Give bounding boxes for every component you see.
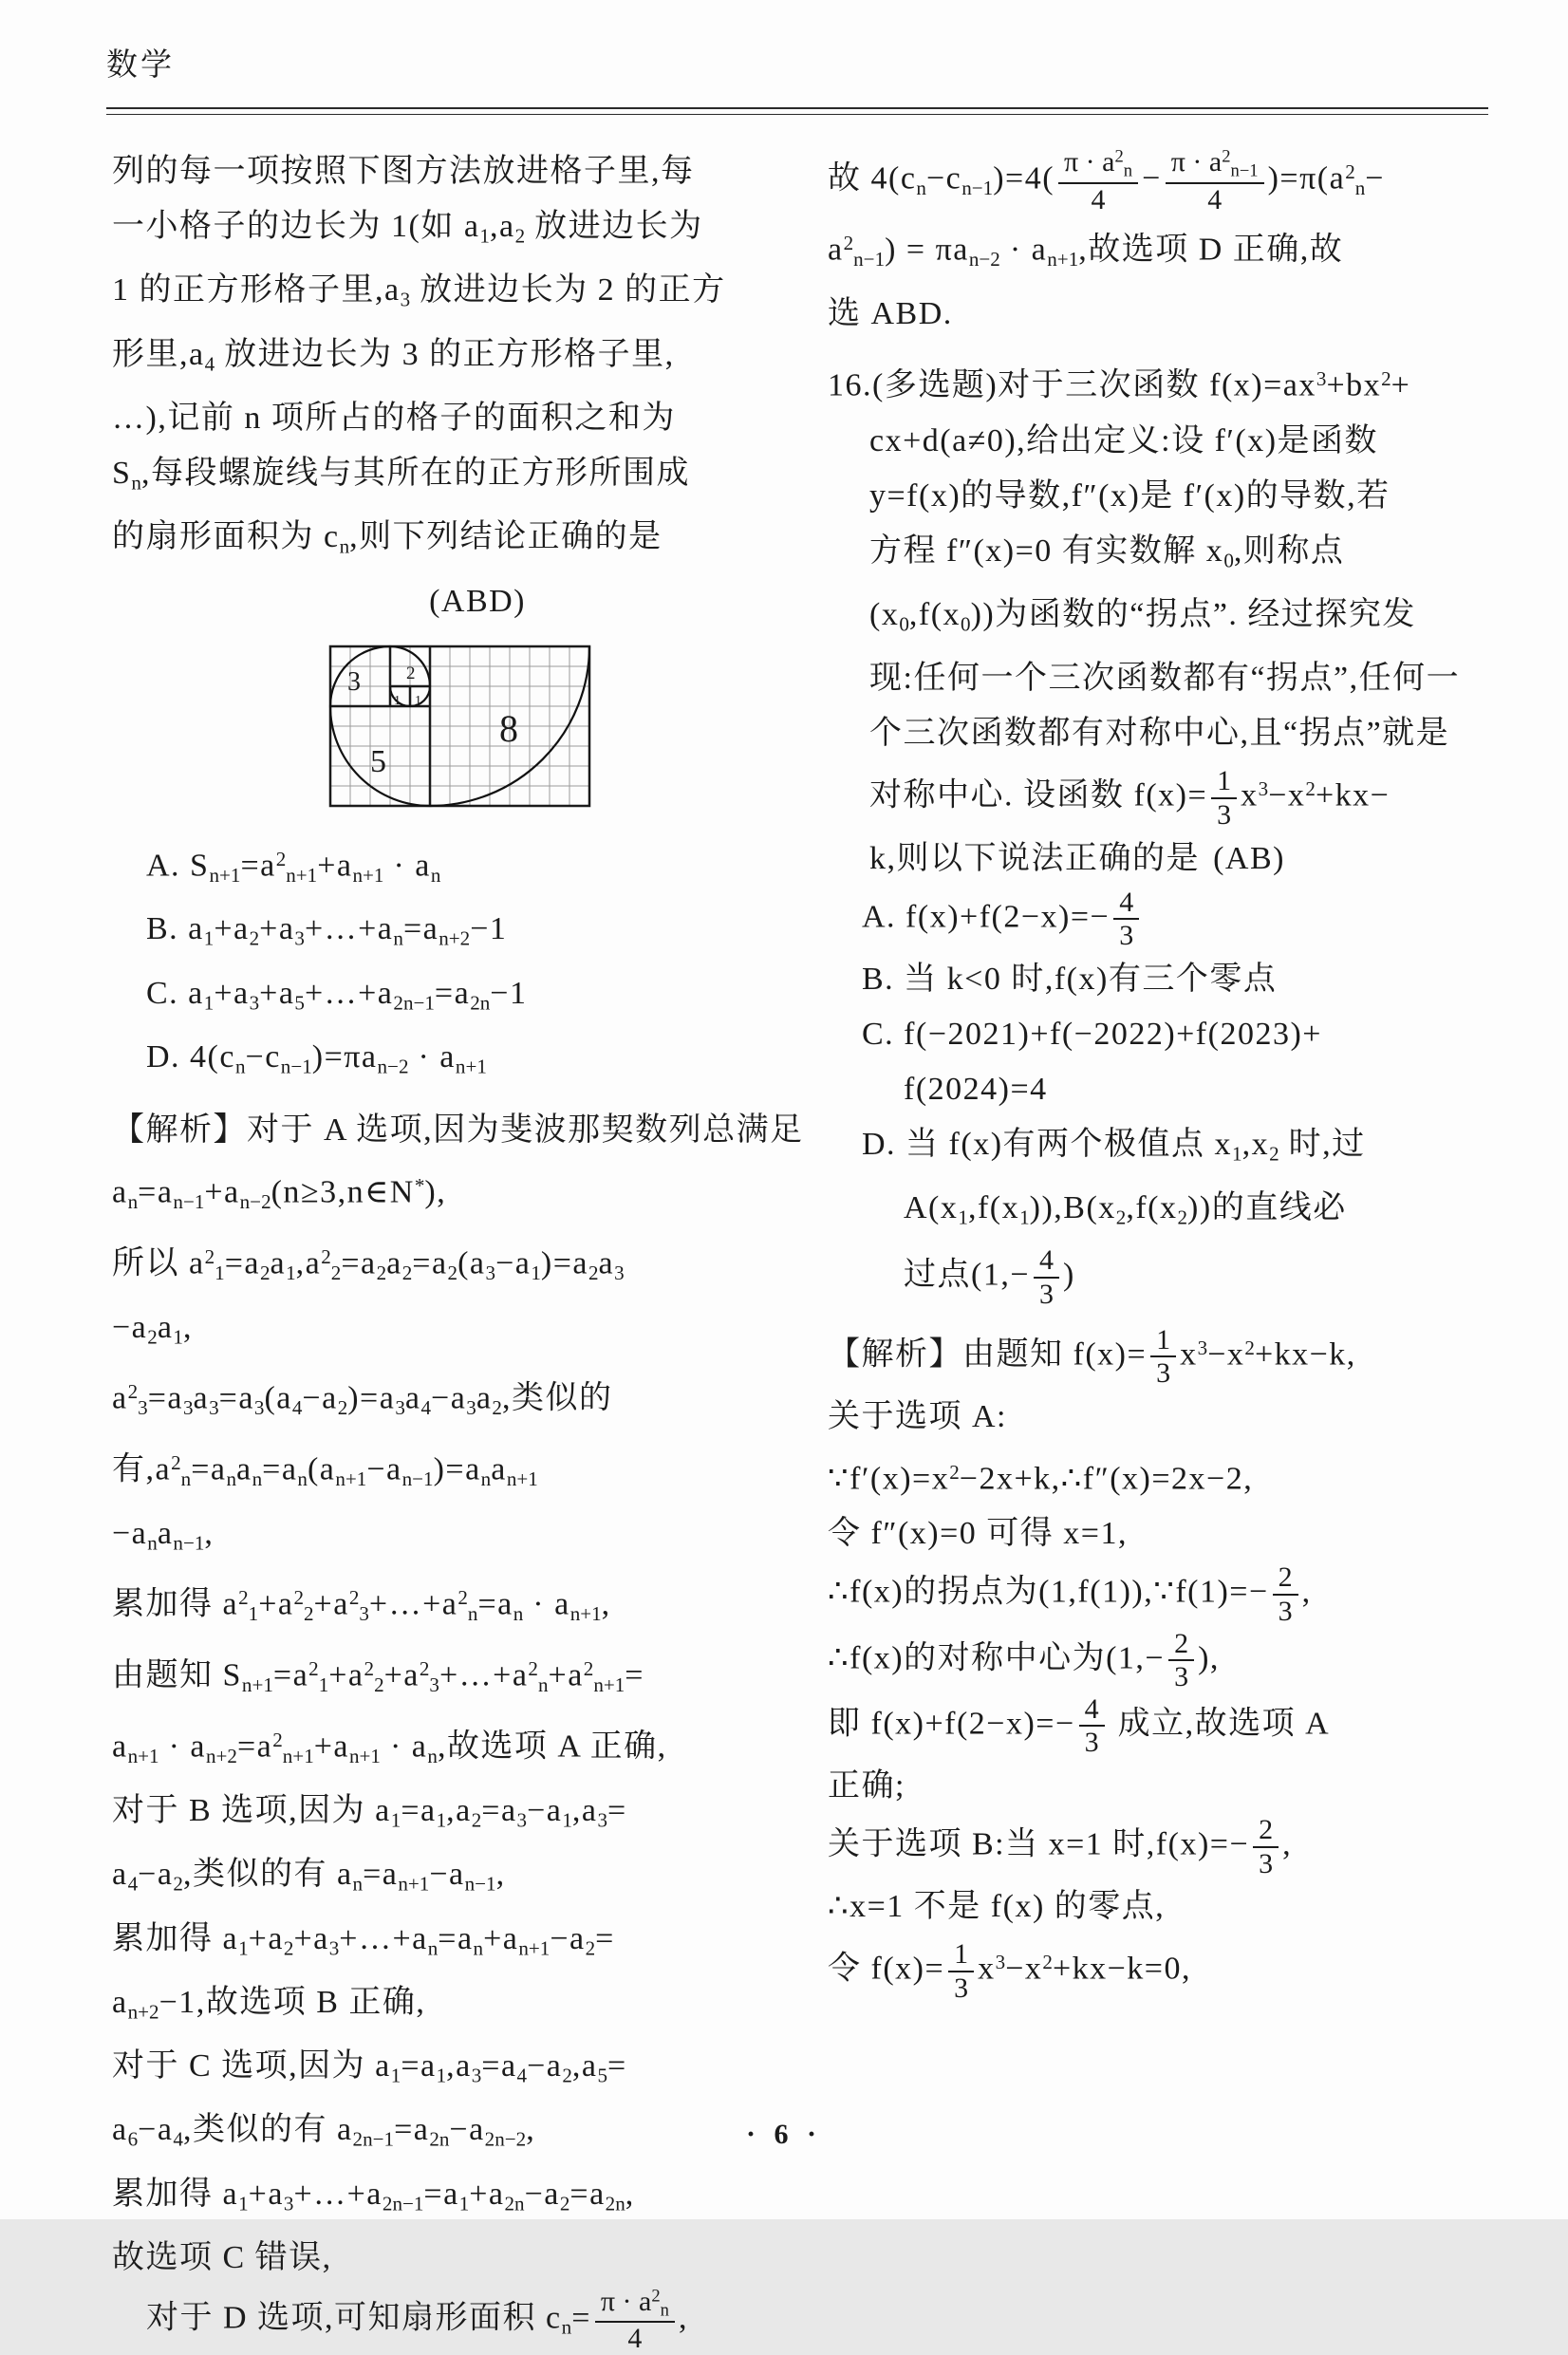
analysis-15-closing-line: 故 $4(c_n-c_{n-1})=4$( $\frac{\pi \cdot a^2_n}{4}$ − $\frac{\pi \cdot a^2_{n-1}}{4}$ )$=\pi(a^2_n-$ [828, 146, 1385, 215]
analysis-15-line: 累加得 $a_1+a_3+\dots+a_{2n-1}=a_1+a_{2n}-a_2=a_{2n}$, [112, 2176, 635, 2215]
analysis-15-line: $a^2_3=a_3a_3=a_3(a_4-a_2)=a_3a_4-a_3a_2$,类似的 [112, 1380, 613, 1420]
analysis-15-closing-line: 选 ABD. [828, 296, 953, 332]
analysis-15-line: $a_4-a_2$,类似的有 $a_n=a_{n+1}-a_{n-1}$, [112, 1857, 506, 1896]
analysis-15-line: 故选项 C 错误, [112, 2240, 332, 2276]
option-16-d-continued: $A(x_1,f(x_1)),B(x_2,f(x_2))$的直线必 [904, 1190, 1347, 1229]
analysis-15-line: 对于 D 选项,可知扇形面积 $c_n=$ $\frac{\pi \cdot a^2_n}{4}$ , [146, 2286, 688, 2355]
option-16-a: A. f(x)+f(2−x)=− $\frac{4}{3}$ [828, 887, 1492, 952]
analysis-16-line: 令 f(x)= $\frac{1}{3}$ $x^3-x^2+kx-k=0$, [828, 1938, 1191, 2004]
problem-15-line: $S_n$,每段螺旋线与其所在的正方形所围成 [112, 455, 690, 495]
page-number: · 6 · [745, 2119, 822, 2150]
analysis-15-line: $a_n=a_{n-1}+a_{n-2}(n\ge 3,n\in N^*)$, [112, 1174, 447, 1214]
analysis-16-line: $\because f'(x)=x^2-2x+k,\therefore f''(x)=2x-2$, [828, 1460, 1254, 1497]
analysis-16-line: ∴x=1 不是 f(x) 的零点, [828, 1889, 1166, 1925]
analysis-15-line: 对于 C 选项,因为 $a_1=a_1,a_3=a_4-a_2,a_5=$ [112, 2048, 627, 2087]
option-16-d: D. 当 f(x)有两个极值点 $x_1,x_2$ 时,过 [862, 1126, 1366, 1166]
header-rule [106, 107, 1488, 115]
figure-label-5: 5 [370, 743, 386, 779]
option-15-c: C. $a_1+a_3+a_5+\dots+a_{2n-1}=a_{2n}-1$ [146, 975, 528, 1015]
analysis-15-line: 对于 B 选项,因为 $a_1=a_1,a_2=a_3-a_1,a_3=$ [112, 1792, 627, 1832]
analysis-15-line: 所以 $a^2_1=a_2a_1,a^2_2=a_2a_2=a_2(a_3-a_1)=a_2a_3$ [112, 1245, 625, 1285]
problem-15-line: 一小格子的边长为 1(如 $a_1,a_2$ 放进边长为 [112, 209, 703, 248]
left-column [112, 144, 804, 2355]
analysis-16-line: 【解析】由题知 f(x)= $\frac{1}{3}$ $x^3-x^2+kx-k$, [828, 1323, 1356, 1390]
analysis-16-line: 令 f″(x)=0 可得 x=1, [828, 1516, 1128, 1552]
fibonacci-spiral-svg [328, 645, 591, 808]
figure-label-1a: 1 [394, 693, 401, 708]
analysis-15-line: 【解析】对于 A 选项,因为斐波那契数列总满足 [112, 1112, 804, 1149]
analysis-15-line: $-a_2a_1$, [112, 1310, 193, 1349]
analysis-16-line: ∴f(x)的对称中心为(1,− $\frac{2}{3}$ ), [828, 1627, 1220, 1693]
problem-15-line: …),记前 n 项所占的格子的面积之和为 [112, 400, 676, 436]
analysis-16-line: 即 f(x)+f(2−x)=− $\frac{4}{3}$ 成立,故选项 A [828, 1692, 1331, 1759]
analysis-15-line: 由题知 $S_{n+1}=a^2_1+a^2_2+a^2_3+\dots+a^2_n+a^2_{n+1}=$ [112, 1657, 644, 1697]
analysis-15-line: $a_{n+1} \cdot a_{n+2}=a^2_{n+1}+a_{n+1} \cdot a_n$,故选项 A 正确, [112, 1729, 667, 1767]
problem-16-line: 现:任何一个三次函数都有“拐点”,任何一 [869, 661, 1461, 697]
analysis-16-line: ∴f(x)的拐点为(1,f(1)),∵f(1)=− $\frac{2}{3}$ , [828, 1561, 1312, 1628]
figure-label-1b: 1 [415, 693, 421, 708]
problem-16-line: 个三次函数都有对称中心,且“拐点”就是 [869, 716, 1450, 752]
right-column [828, 144, 1492, 2005]
problem-15-line: 列的每一项按照下图方法放进格子里,每 [112, 154, 695, 189]
problem-15-line: 形里$,a_4$ 放进边长为 3 的正方形格子里, [112, 336, 675, 375]
problem-15-line: 的扇形面积为 $c_n$,则下列结论正确的是 [112, 519, 663, 558]
fibonacci-spiral-figure [328, 645, 782, 816]
option-15-a: A. $S_{n+1}=a^2_{n+1}+a_{n+1} \cdot a_n$ [146, 847, 441, 887]
answer-15: (ABD) [429, 583, 526, 619]
figure-label-8: 8 [499, 706, 518, 750]
problem-16-line: $(x_0,f(x_0))$为函数的“拐点”. 经过探究发 [869, 596, 1416, 636]
grid-thin-lines [330, 646, 589, 806]
analysis-15-line: $a_{n+2}-1$,故选项 B 正确, [112, 1984, 426, 2024]
analysis-15-closing-line: $a^2_{n-1}) = \pi a_{n-2} \cdot a_{n+1}$,故选项 D 正确,故 [828, 232, 1344, 271]
problem-16-line: 对称中心. 设函数 f(x)= $\frac{1}{3}$ $x^3-x^2+kx-$ [869, 765, 1391, 831]
option-15-d: D. $4(c_n-c_{n-1})=\pi a_{n-2} \cdot a_{n+1}$ [146, 1039, 487, 1078]
option-16-c: C. f(−2021)+f(−2022)+f(2023)+ [862, 1016, 1322, 1052]
figure-label-3: 3 [347, 666, 361, 697]
problem-16-line: cx+d(a≠0),给出定义:设 f′(x)是函数 [869, 422, 1379, 458]
problem-16-line: 方程 f″(x)=0 有实数解 $x_0$,则称点 [869, 533, 1345, 571]
analysis-16-line: 关于选项 B:当 x=1 时,f(x)=− $\frac{2}{3}$ , [828, 1813, 1293, 1879]
problem-16-last-text: k,则以下说法正确的是 [869, 840, 1200, 876]
answer-16: (AB) [1213, 840, 1285, 876]
figure-label-2: 2 [406, 663, 416, 683]
problem-16-line: y=f(x)的导数,f″(x)是 f′(x)的导数,若 [869, 477, 1391, 514]
option-16-c-continued: f(2024)=4 [904, 1071, 1048, 1107]
problem-16-line: 16.(多选题)对于三次函数 $f(x)=ax^3+bx^2+$ [828, 367, 1411, 403]
analysis-15-line: $a_6-a_4$,类似的有 $a_{2n-1}=a_{2n}-a_{2n-2}$, [112, 2112, 536, 2151]
option-16-b: B. 当 k<0 时,f(x)有三个零点 [862, 961, 1278, 997]
problem-15-line: 1 的正方形格子里$,a_3$ 放进边长为 2 的正方 [112, 272, 726, 311]
analysis-15-line: 累加得 $a_1+a_2+a_3+\dots+a_n=a_n+a_{n+1}-a_2=$ [112, 1920, 615, 1959]
problem-16-last-line [828, 832, 1492, 887]
analysis-15-line: $-a_na_{n-1}$, [112, 1516, 215, 1555]
option-16-d-continued: 过点(1,− $\frac{4}{3}$ ) [904, 1244, 1075, 1310]
analysis-16-line: 正确; [828, 1767, 905, 1804]
page-header-subject: 数学 [106, 48, 175, 83]
analysis-15-line: 有$,a^2_n=a_na_n=a_n(a_{n+1}-a_{n-1})=a_na_{n+1}$ [112, 1451, 538, 1491]
option-15-b: B. $a_1+a_2+a_3+\dots+a_n=a_{n+2}-1$ [146, 911, 508, 950]
analysis-15-line: 累加得 $a^2_1+a^2_2+a^2_3+\dots+a^2_n=a_n \cdot a_{n+1}$, [112, 1586, 611, 1626]
analysis-16-line: 关于选项 A: [828, 1398, 1007, 1434]
